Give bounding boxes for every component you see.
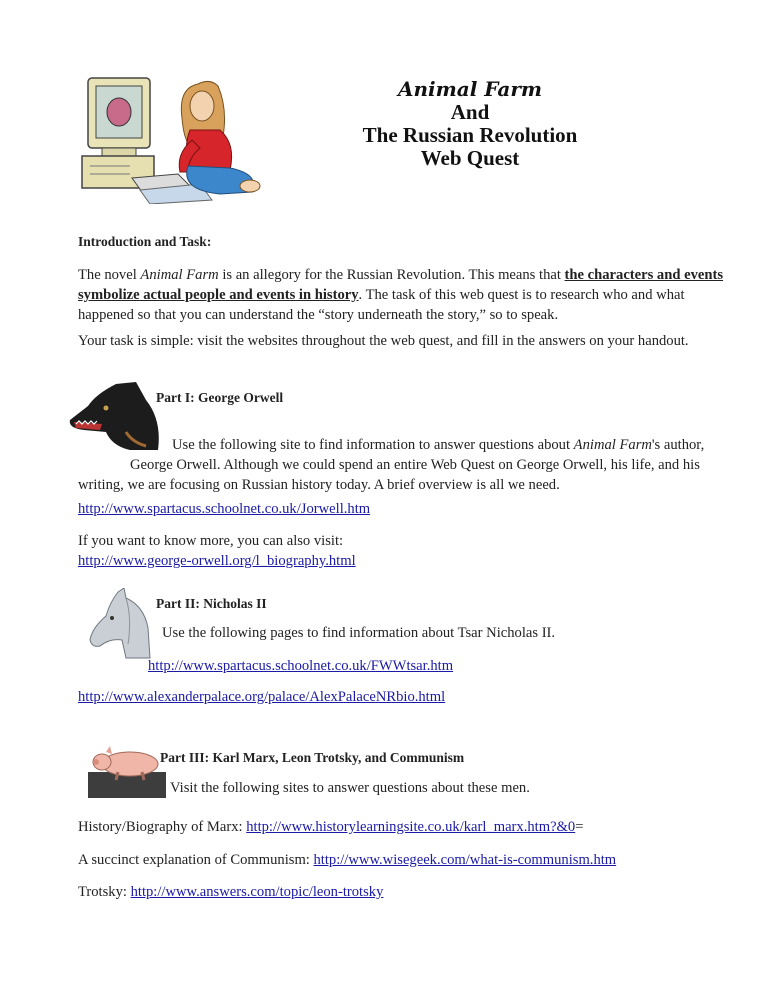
trotsky-link[interactable]: http://www.answers.com/topic/leon-trotsky <box>130 884 384 900</box>
marx-label: History/Biography of Marx: <box>78 819 247 835</box>
marx-line <box>78 817 583 837</box>
intro-p1-italic: Animal Farm <box>140 267 219 283</box>
title-block <box>330 78 610 170</box>
communism-link[interactable]: http://www.wisegeek.com/what-is-communism.htm <box>313 852 617 868</box>
part1-line-3: writing, we are focusing on Russian history today. A brief overview is all we need. <box>78 477 560 493</box>
part1-l1-a: Use the following site to find information to answer questions about <box>172 437 574 453</box>
intro-p1-b: is an allegory for the Russian Revolution. This means that <box>218 267 565 283</box>
title-line-3: The Russian Revolution <box>362 123 578 147</box>
title-line-4: Web Quest <box>420 146 520 170</box>
intro-paragraph-2: Your task is simple: visit the websites throughout the web quest, and fill in the answers on your handout. <box>78 333 689 349</box>
part1-line-2: George Orwell. Although we could spend an entire Web Quest on George Orwell, his life, and his <box>130 457 700 473</box>
title-line-1: Animal Farm <box>397 77 543 101</box>
part3-heading: Part III: Karl Marx, Leon Trotsky, and Communism <box>160 750 465 765</box>
intro-heading: Introduction and Task: <box>78 234 212 249</box>
orwell-spartacus-link[interactable]: http://www.spartacus.schoolnet.co.uk/Jorwell.htm <box>78 501 371 517</box>
intro-paragraph-1 <box>78 265 758 325</box>
part3-text: Visit the following sites to answer questions about these men. <box>170 780 530 796</box>
part1-line-1 <box>172 435 704 455</box>
part2-heading: Part II: Nicholas II <box>156 596 267 611</box>
intro-p1-c: . The task of this web quest is to research who and what <box>358 287 685 303</box>
intro-p1-bold-1: the characters and events <box>564 267 724 283</box>
girl-computer-clipart <box>80 74 270 204</box>
part1-more: If you want to know more, you can also visit: <box>78 533 344 549</box>
marx-link[interactable]: http://www.historylearningsite.co.uk/karl_marx.htm?&0 <box>246 819 576 835</box>
horse-clipart <box>88 588 154 660</box>
part1-l1-b: 's author, <box>651 437 705 453</box>
part1-l1-italic: Animal Farm <box>573 437 652 453</box>
marx-tail: = <box>575 819 584 835</box>
intro-p1-d: happened so that you can understand the “story underneath the story,” so to speak. <box>78 307 559 323</box>
nicholas-spartacus-link[interactable]: http://www.spartacus.schoolnet.co.uk/FWWtsar.htm <box>148 658 454 674</box>
part1-heading: Part I: George Orwell <box>156 390 284 405</box>
intro-p1-a: The novel <box>78 267 141 283</box>
pig-clipart <box>88 742 166 798</box>
communism-line <box>78 850 616 870</box>
communism-label: A succinct explanation of Communism: <box>78 852 314 868</box>
orwell-biography-link[interactable]: http://www.george-orwell.org/l_biography.html <box>78 553 356 569</box>
trotsky-line <box>78 882 383 902</box>
trotsky-label: Trotsky: <box>78 884 131 900</box>
title-line-2: And <box>450 100 490 124</box>
part2-text: Use the following pages to find information about Tsar Nicholas II. <box>162 625 556 641</box>
intro-p1-bold-2: symbolize actual people and events in history <box>78 287 359 303</box>
dog-clipart <box>66 380 162 452</box>
nicholas-alexanderpalace-link[interactable]: http://www.alexanderpalace.org/palace/AlexPalaceNRbio.html <box>78 689 446 705</box>
